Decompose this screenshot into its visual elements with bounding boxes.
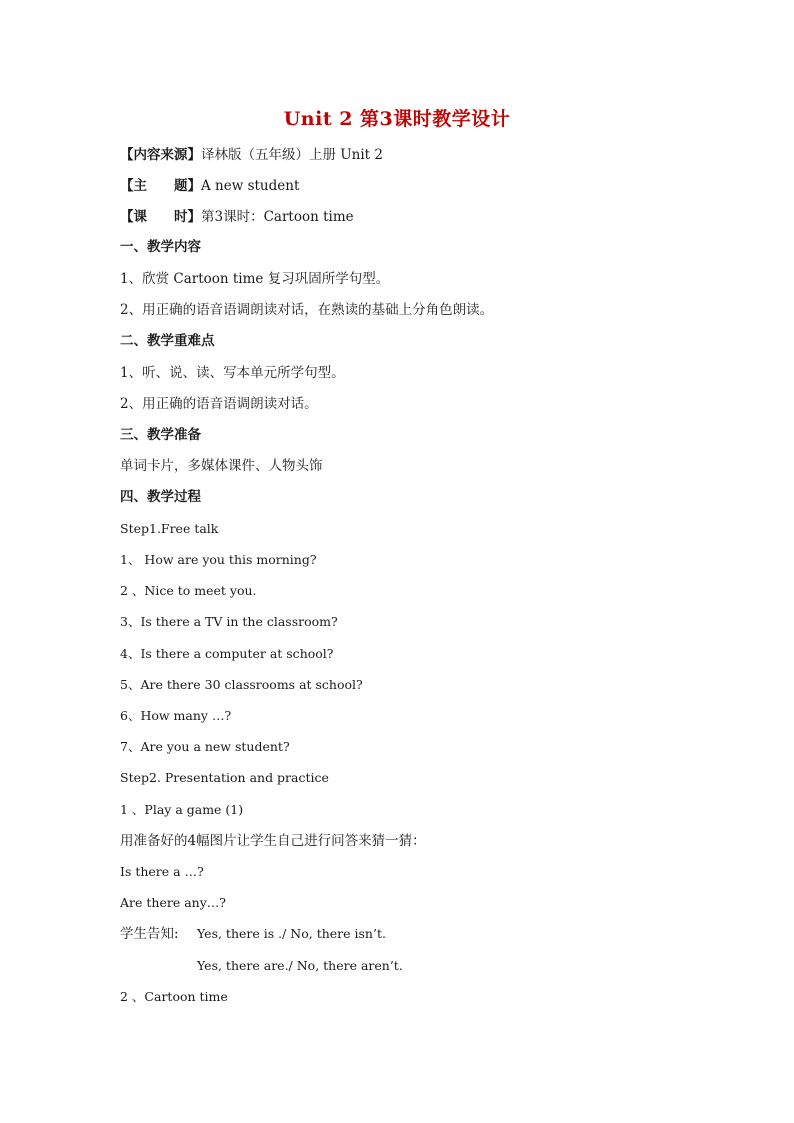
game-item: 1 、Play a game (1)	[120, 802, 244, 817]
lesson-value: 第3课时：Cartoon time	[201, 209, 354, 225]
content-item: 1、欣赏 Cartoon time 复习巩固所学句型。	[120, 271, 390, 287]
inform-label: 学生告知:	[120, 926, 179, 942]
source-tag: 【内容来源】	[120, 147, 201, 163]
document-title: Unit 2 第3课时教学设计	[283, 108, 511, 130]
question-line: Is there a …?	[120, 864, 204, 879]
preparation-text: 单词卡片，多媒体课件、人物头饰	[120, 458, 323, 474]
answer-line: Yes, there is ./ No, there isn’t.	[197, 926, 386, 941]
question-line: Are there any…?	[120, 895, 226, 910]
freetalk-item: 1、 How are you this morning?	[120, 552, 317, 567]
freetalk-item: 2 、Nice to meet you.	[120, 583, 257, 598]
section-heading-preparation: 三、教学准备	[120, 427, 201, 443]
game-description: 用准备好的4幅图片让学生自己进行问答来猜一猜：	[120, 833, 426, 849]
freetalk-item: 7、Are you a new student?	[120, 739, 290, 754]
topic-value: A new student	[201, 178, 300, 194]
answer-line: Yes, there are./ No, there aren’t.	[197, 958, 403, 973]
step2-heading: Step2. Presentation and practice	[120, 770, 329, 785]
topic-line	[120, 177, 299, 195]
step1-heading: Step1.Free talk	[120, 521, 219, 536]
freetalk-item: 4、Is there a computer at school?	[120, 646, 334, 661]
source-line	[120, 146, 383, 164]
section-heading-process: 四、教学过程	[120, 489, 201, 505]
freetalk-item: 5、Are there 30 classrooms at school?	[120, 677, 363, 692]
content-item: 2、用正确的语音语调朗读对话，在熟读的基础上分角色朗读。	[120, 302, 494, 318]
keypoint-item: 2、用正确的语音语调朗读对话。	[120, 396, 318, 412]
freetalk-item: 6、How many …?	[120, 708, 232, 723]
lesson-line	[120, 208, 354, 226]
section-heading-keypoints: 二、教学重难点	[120, 333, 215, 349]
cartoon-item: 2 、Cartoon time	[120, 989, 228, 1004]
freetalk-item: 3、Is there a TV in the classroom?	[120, 614, 338, 629]
keypoint-item: 1、听、说、读、写本单元所学句型。	[120, 365, 345, 381]
source-value: 译林版（五年级）上册 Unit 2	[201, 147, 383, 163]
section-heading-content: 一、教学内容	[120, 239, 201, 255]
topic-tag: 【主 题】	[120, 178, 201, 194]
lesson-tag: 【课 时】	[120, 209, 201, 225]
